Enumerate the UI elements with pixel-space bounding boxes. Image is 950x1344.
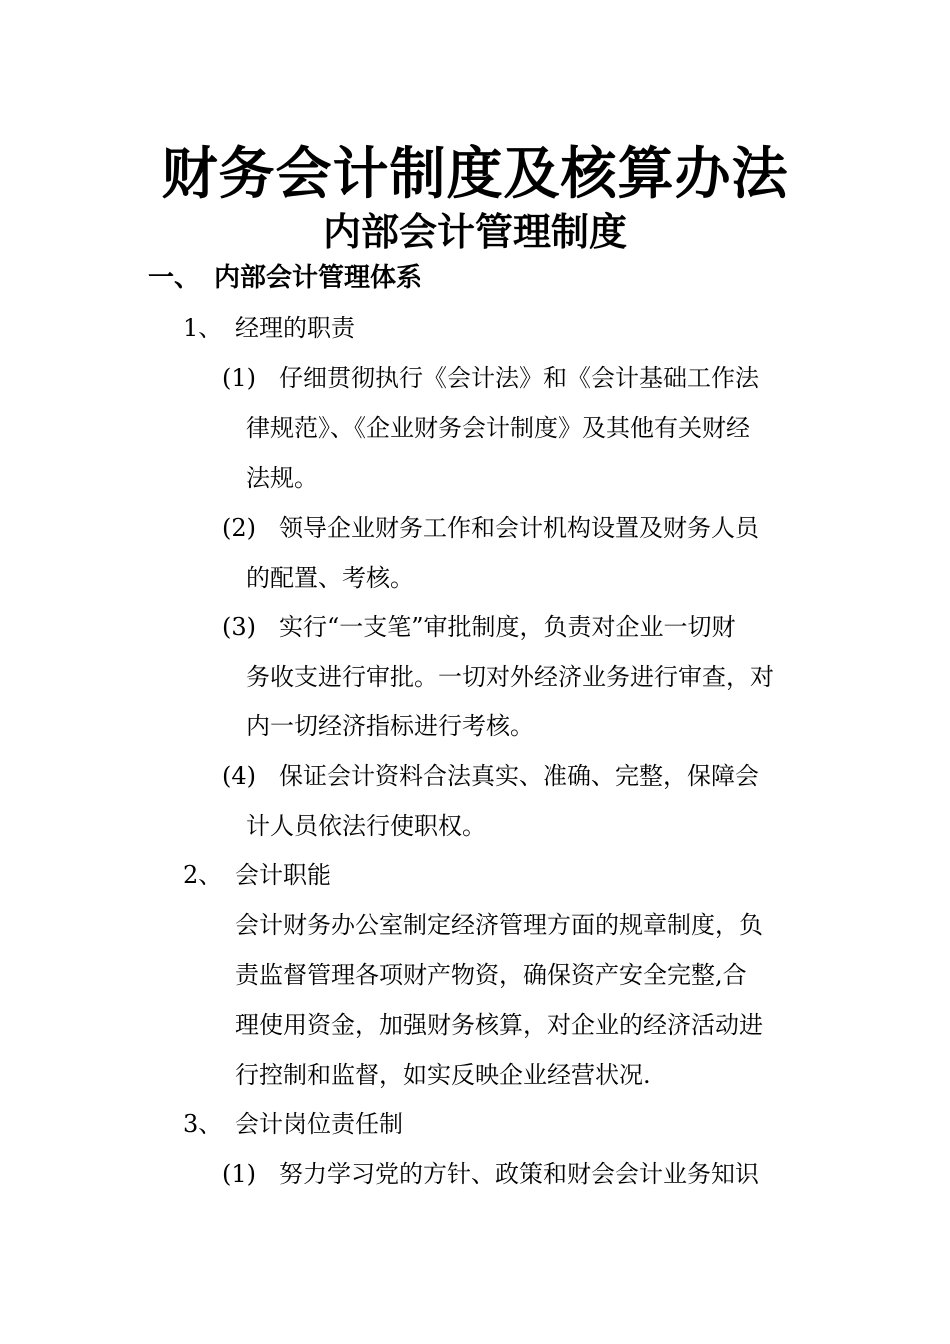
- item-number: (4): [222, 762, 256, 790]
- subheading-1: [183, 308, 355, 343]
- document-title: 财务会计制度及核算办法: [161, 142, 789, 207]
- item-text-line: 实行“一支笔”审批制度，负责对企业一切财: [279, 613, 736, 641]
- item-text-line: 努力学习党的方针、政策和财会会计业务知识: [279, 1160, 759, 1188]
- list-item-1-1: [222, 358, 759, 393]
- item-text-line: 内一切经济指标进行考核。: [246, 712, 534, 740]
- subheading-text: 经理的职责: [235, 314, 355, 342]
- paragraph-line: 会计财务办公室制定经济管理方面的规章制度，负: [235, 911, 763, 939]
- item-text-line: 法规。: [246, 464, 318, 492]
- subheading-3: [183, 1104, 403, 1139]
- item-number: (1): [222, 364, 256, 392]
- item-text-line: 保证会计资料合法真实、准确、完整，保障会: [279, 762, 759, 790]
- section-heading: [148, 257, 422, 294]
- subheading-number: 3、: [183, 1110, 223, 1138]
- item-text-line: 务收支进行审批。一切对外经济业务进行审查，对: [246, 663, 774, 691]
- item-text-line: 仔细贯彻执行《会计法》和《会计基础工作法: [279, 364, 759, 392]
- item-text-line: 律规范》、《企业财务会计制度》及其他有关财经: [246, 414, 750, 442]
- section-number: 一、: [148, 263, 201, 293]
- list-item-1-2: [222, 508, 759, 543]
- item-text-line: 计人员依法行使职权。: [246, 812, 486, 840]
- item-text-line: 的配置、考核。: [246, 564, 414, 592]
- subheading-text: 会计职能: [235, 861, 331, 889]
- subheading-number: 1、: [183, 314, 223, 342]
- document-subtitle: 内部会计管理制度: [322, 210, 627, 254]
- subheading-2: [183, 855, 331, 890]
- subheading-number: 2、: [183, 861, 223, 889]
- list-item-3-1: [222, 1154, 759, 1189]
- paragraph-line: 行控制和监督，如实反映企业经营状况.: [235, 1061, 651, 1089]
- paragraph-line: 理使用资金，加强财务核算，对企业的经济活动进: [235, 1011, 763, 1039]
- section-title: 内部会计管理体系: [214, 263, 423, 293]
- list-item-1-4: [222, 756, 759, 791]
- list-item-1-3: [222, 607, 736, 642]
- subheading-text: 会计岗位责任制: [235, 1110, 403, 1138]
- paragraph-line: 责监督管理各项财产物资，确保资产安全完整,合: [235, 961, 747, 989]
- item-number: (2): [222, 514, 256, 542]
- item-text-line: 领导企业财务工作和会计机构设置及财务人员: [279, 514, 759, 542]
- item-number: (3): [222, 613, 256, 641]
- item-number: (1): [222, 1160, 256, 1188]
